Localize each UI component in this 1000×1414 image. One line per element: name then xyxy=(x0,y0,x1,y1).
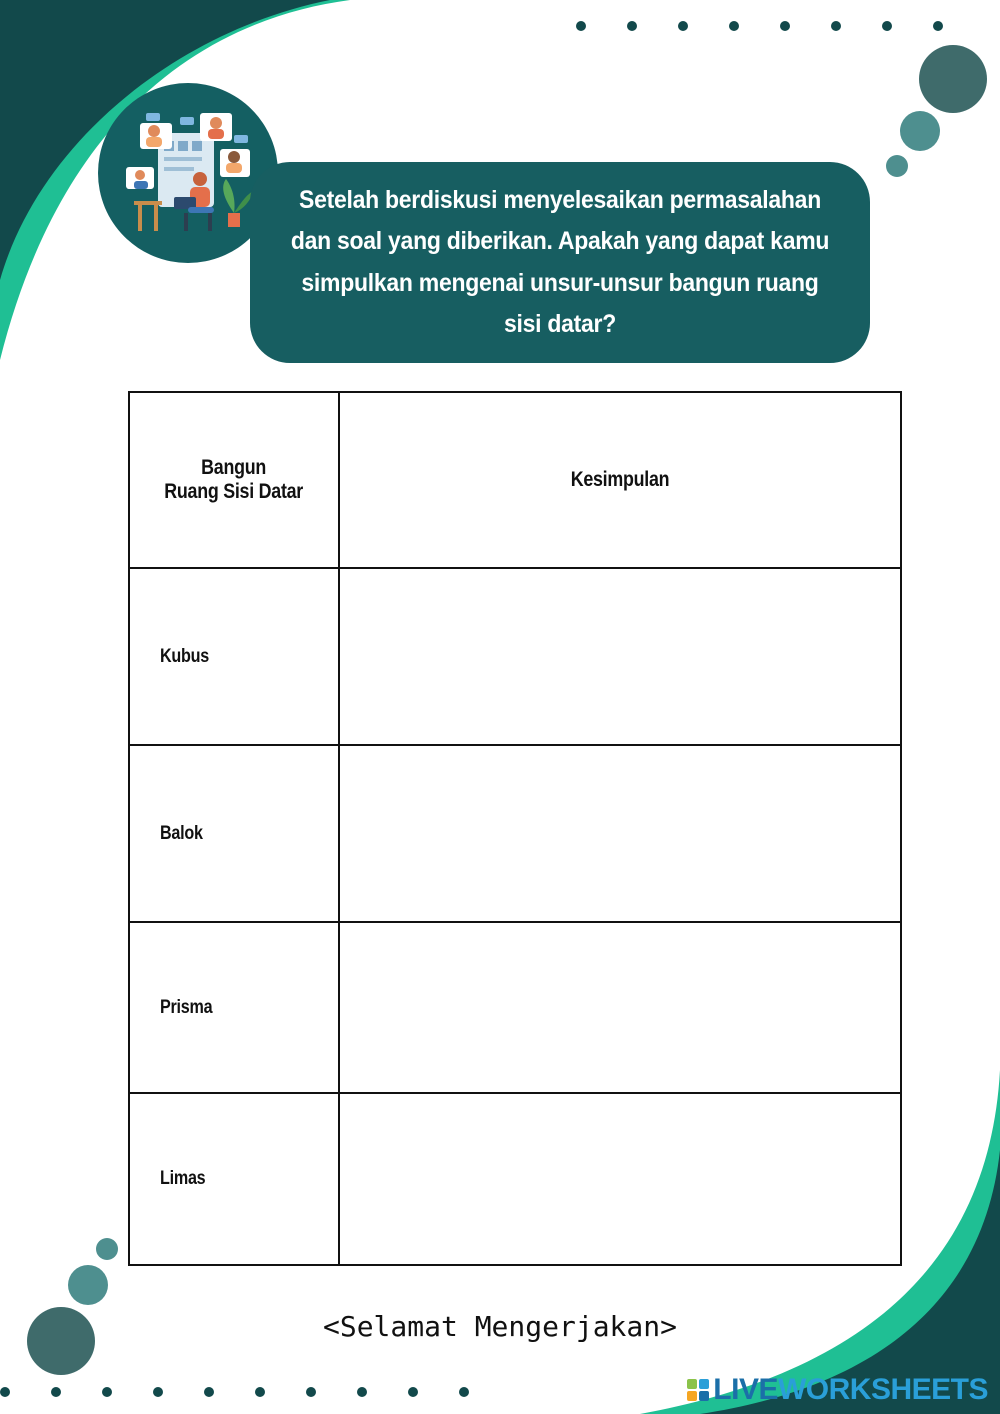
row-label: Kubus xyxy=(160,645,209,667)
watermark-text xyxy=(713,1373,988,1407)
header-conclusion-label: Kesimpulan xyxy=(570,468,670,491)
table-row xyxy=(129,745,901,922)
table-header-row xyxy=(129,392,901,568)
answer-cell-prisma[interactable] xyxy=(339,922,901,1093)
watermark-live: LIVE xyxy=(713,1373,778,1406)
top-dot-row xyxy=(576,21,943,31)
row-label-cell xyxy=(129,568,339,745)
bottom-dot-row xyxy=(0,1387,469,1397)
row-label-cell xyxy=(129,922,339,1093)
row-label: Balok xyxy=(160,822,203,844)
top-right-bubbles xyxy=(886,45,987,177)
header-shape-column xyxy=(129,392,339,568)
answer-cell-limas[interactable] xyxy=(339,1093,901,1265)
bottom-left-bubbles xyxy=(27,1238,118,1375)
row-label-cell xyxy=(129,745,339,922)
header-conclusion-column xyxy=(339,392,901,568)
liveworksheets-watermark[interactable] xyxy=(687,1372,988,1408)
conclusion-table xyxy=(128,391,902,1266)
header-shape-line2: Ruang Sisi Datar xyxy=(164,480,304,503)
question-box xyxy=(250,162,870,363)
liveworksheets-logo-icon xyxy=(687,1379,709,1401)
answer-cell-balok[interactable] xyxy=(339,745,901,922)
answer-cell-kubus[interactable] xyxy=(339,568,901,745)
row-label: Prisma xyxy=(160,996,213,1018)
closing-text: <Selamat Mengerjakan> xyxy=(322,1310,677,1343)
table-row xyxy=(129,568,901,745)
row-label-cell xyxy=(129,1093,339,1265)
row-label: Limas xyxy=(160,1168,206,1189)
table-row xyxy=(129,1093,901,1265)
header-shape-line1: Bangun xyxy=(201,456,267,479)
question-text: Setelah berdiskusi menyelesaikan permasalahan dan soal yang diberikan. Apakah yang dapat kamu simpulkan mengenai unsur-unsur bangun ruang sisi datar? xyxy=(290,185,830,338)
watermark-worksheets: WORKSHEETS xyxy=(777,1373,988,1406)
table-row xyxy=(129,922,901,1093)
